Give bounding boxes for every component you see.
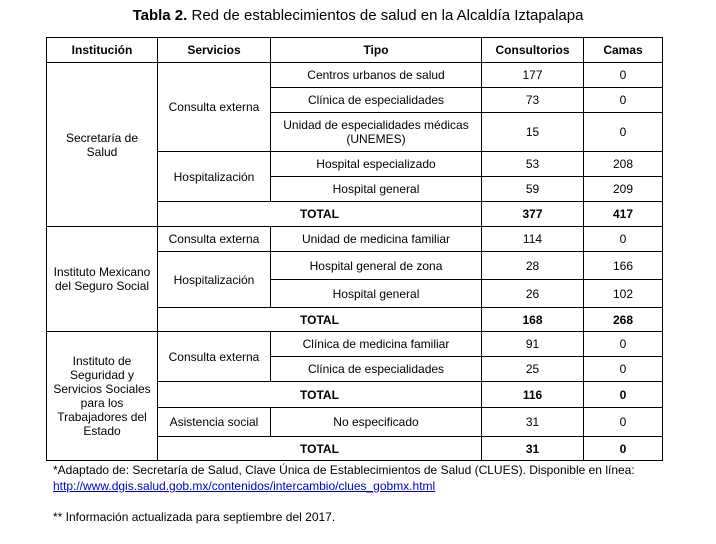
consultorios-cell: 25 [482, 357, 584, 382]
header-consultorios: Consultorios [482, 38, 584, 63]
tipo-cell: Unidad de especialidades médicas (UNEMES) [271, 113, 482, 152]
tipo-cell: No especificado [271, 408, 482, 437]
camas-cell: 0 [584, 408, 663, 437]
table-row [47, 332, 663, 357]
total-consultorios: 377 [482, 202, 584, 227]
table-caption: Red de establecimientos de salud en la Alcaldía Iztapalapa [187, 7, 584, 24]
camas-cell: 0 [584, 332, 663, 357]
camas-cell: 208 [584, 152, 663, 177]
institution-cell: Secretaría de Salud [47, 63, 158, 227]
tipo-cell: Clínica de especialidades [271, 357, 482, 382]
header-servicios: Servicios [158, 38, 271, 63]
total-label: TOTAL [158, 382, 482, 408]
total-consultorios: 31 [482, 437, 584, 461]
total-label: TOTAL [158, 202, 482, 227]
tipo-cell: Hospital general de zona [271, 252, 482, 280]
consultorios-cell: 59 [482, 177, 584, 202]
total-camas: 417 [584, 202, 663, 227]
total-consultorios: 116 [482, 382, 584, 408]
source-text: *Adaptado de: Secretaría de Salud, Clave Única de Establecimientos de Salud (CLUES). Disponible en línea: [53, 463, 635, 477]
consultorios-cell: 28 [482, 252, 584, 280]
tipo-cell: Unidad de medicina familiar [271, 227, 482, 252]
source-footnote [53, 462, 673, 494]
camas-cell: 0 [584, 227, 663, 252]
service-cell: Hospitalización [158, 252, 271, 308]
total-consultorios: 168 [482, 308, 584, 332]
header-tipo: Tipo [271, 38, 482, 63]
service-cell: Consulta externa [158, 63, 271, 152]
tipo-cell: Hospital general [271, 177, 482, 202]
header-camas: Camas [584, 38, 663, 63]
health-establishments-table [46, 37, 663, 461]
table-row [47, 63, 663, 88]
header-institucion: Institución [47, 38, 158, 63]
camas-cell: 166 [584, 252, 663, 280]
clues-link[interactable]: http://www.dgis.salud.gob.mx/contenidos/intercambio/clues_gobmx.html [53, 479, 436, 493]
consultorios-cell: 53 [482, 152, 584, 177]
service-cell: Hospitalización [158, 152, 271, 202]
total-label: TOTAL [158, 308, 482, 332]
camas-cell: 209 [584, 177, 663, 202]
camas-cell: 0 [584, 357, 663, 382]
institution-cell: Instituto Mexicano del Seguro Social [47, 227, 158, 332]
consultorios-cell: 91 [482, 332, 584, 357]
table-number: Tabla 2. [132, 7, 188, 24]
tipo-cell: Clínica de especialidades [271, 88, 482, 113]
tipo-cell: Clínica de medicina familiar [271, 332, 482, 357]
consultorios-cell: 114 [482, 227, 584, 252]
camas-cell: 0 [584, 63, 663, 88]
consultorios-cell: 26 [482, 280, 584, 308]
service-cell: Consulta externa [158, 227, 271, 252]
consultorios-cell: 31 [482, 408, 584, 437]
consultorios-cell: 73 [482, 88, 584, 113]
update-footnote: ** Información actualizada para septiembre del 2017. [53, 510, 336, 524]
header-row [47, 38, 663, 63]
tipo-cell: Hospital general [271, 280, 482, 308]
total-label: TOTAL [158, 437, 482, 461]
service-cell: Consulta externa [158, 332, 271, 382]
total-camas: 0 [584, 382, 663, 408]
total-camas: 268 [584, 308, 663, 332]
tipo-cell: Hospital especializado [271, 152, 482, 177]
institution-cell: Instituto de Seguridad y Servicios Sociales para los Trabajadores del Estado [47, 332, 158, 461]
table-row [47, 227, 663, 252]
consultorios-cell: 15 [482, 113, 584, 152]
consultorios-cell: 177 [482, 63, 584, 88]
camas-cell: 0 [584, 113, 663, 152]
camas-cell: 102 [584, 280, 663, 308]
camas-cell: 0 [584, 88, 663, 113]
tipo-cell: Centros urbanos de salud [271, 63, 482, 88]
total-camas: 0 [584, 437, 663, 461]
service-cell: Asistencia social [158, 408, 271, 437]
table-title [0, 7, 716, 24]
